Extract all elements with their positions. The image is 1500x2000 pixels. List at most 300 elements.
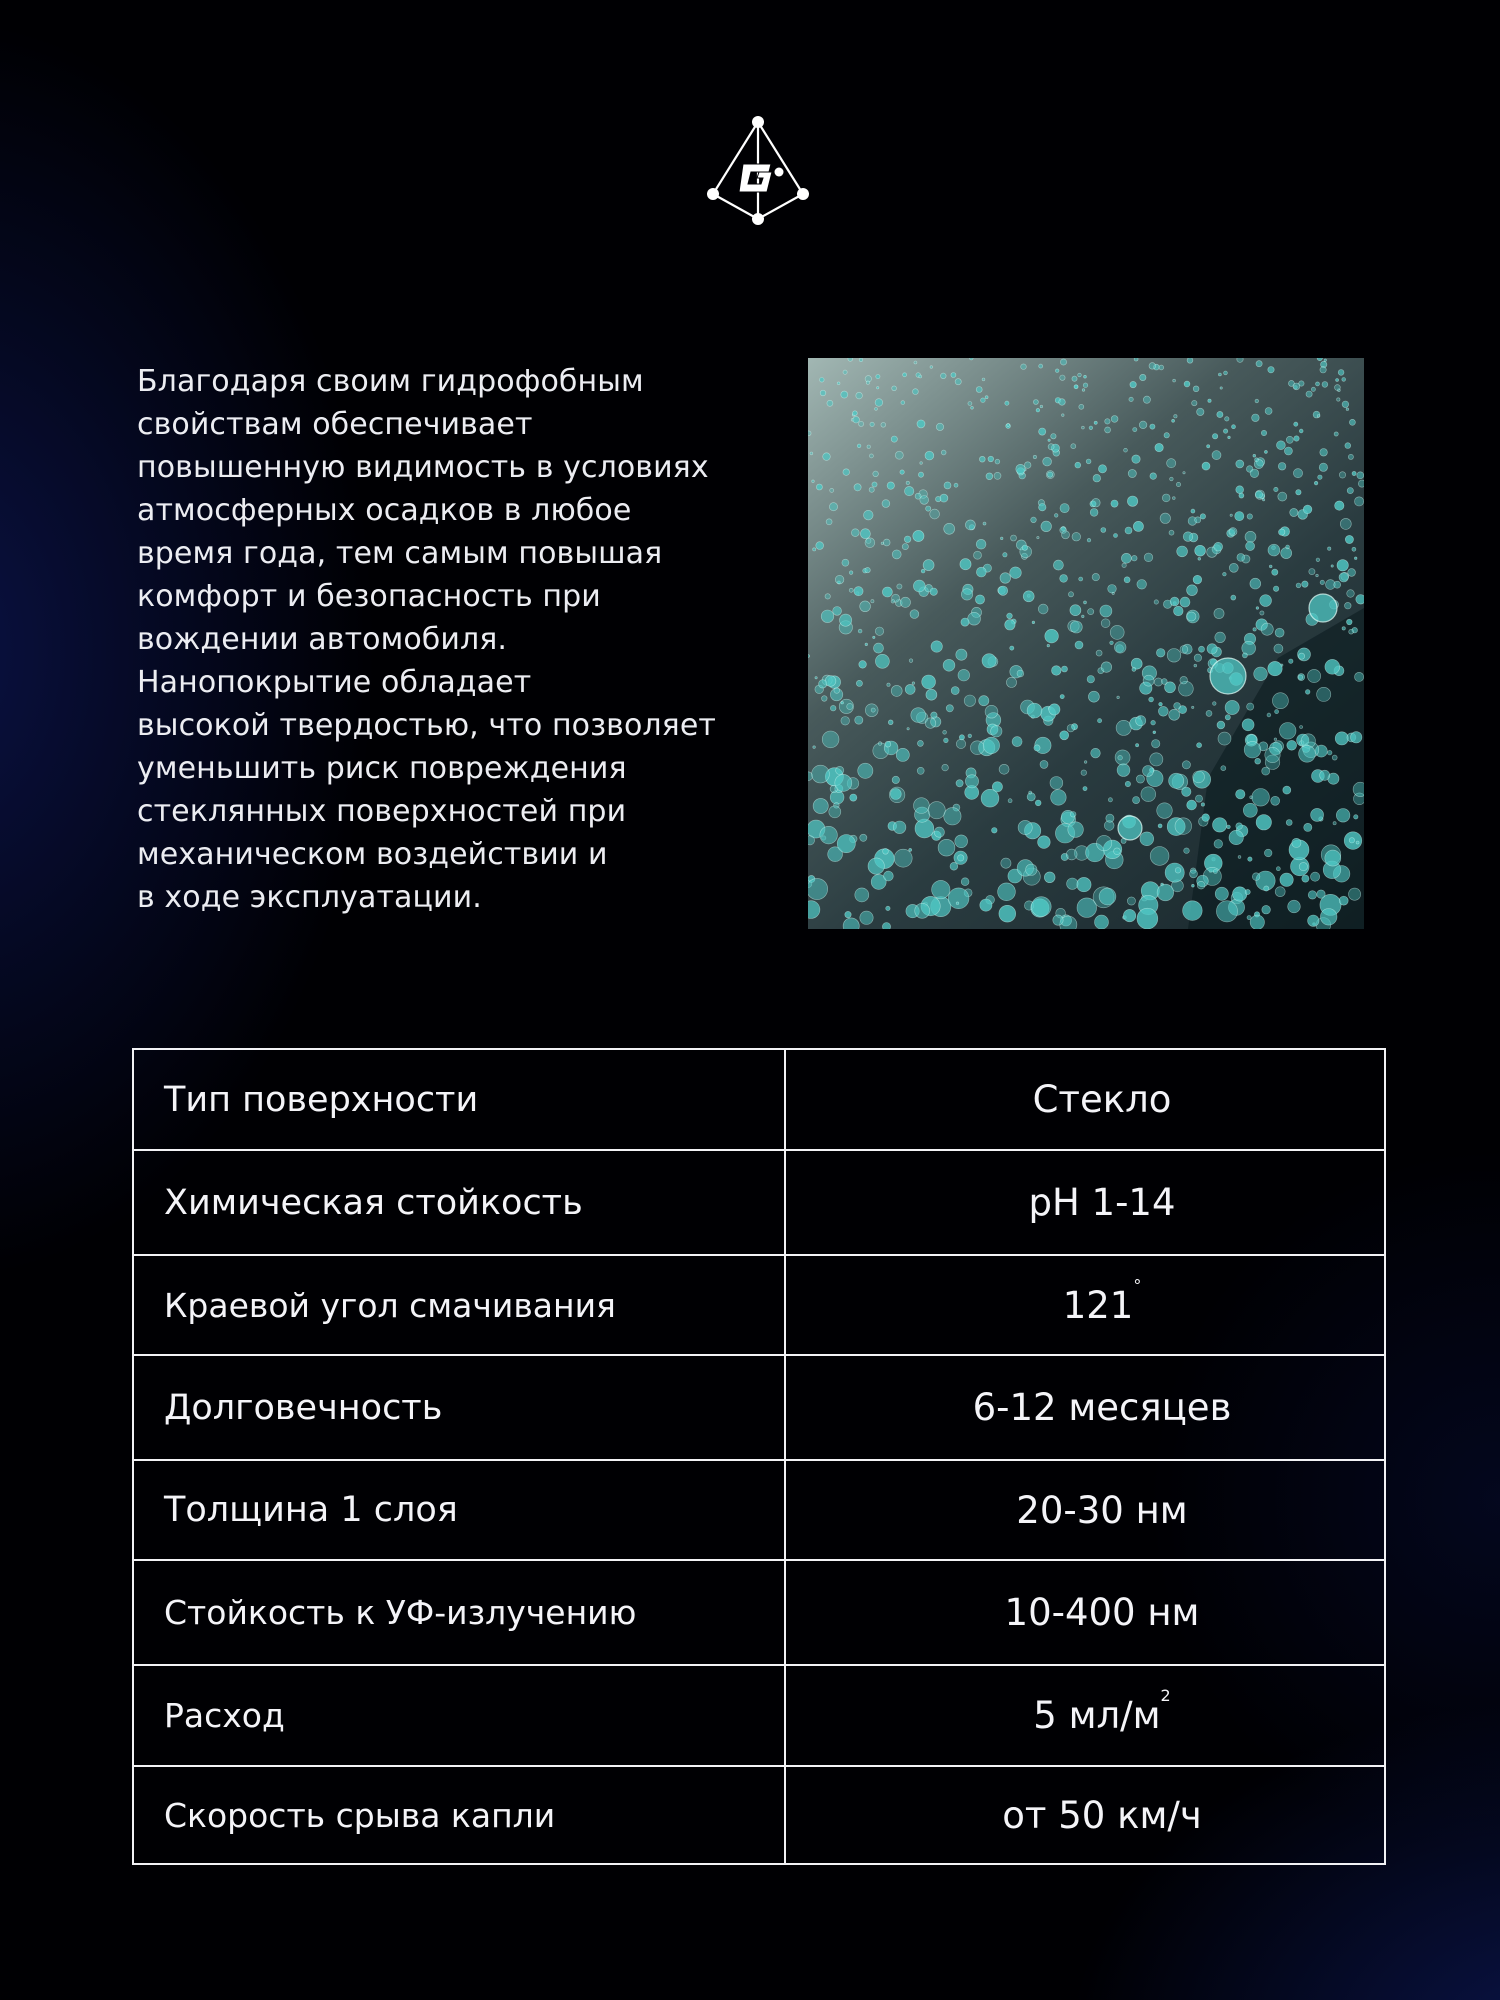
water-droplet	[936, 423, 943, 430]
water-droplet	[1248, 857, 1252, 861]
description-line: повышенную видимость в условиях	[137, 450, 709, 485]
water-droplet	[1275, 887, 1285, 897]
water-droplet	[1039, 428, 1046, 435]
water-droplet	[1137, 908, 1158, 929]
spec-value: Стекло	[785, 1049, 1385, 1150]
water-droplet	[1316, 574, 1319, 577]
water-droplet	[955, 835, 968, 848]
water-droplet	[1352, 471, 1356, 475]
water-droplet	[1032, 621, 1035, 624]
water-droplet	[1043, 457, 1052, 466]
water-droplet	[1127, 496, 1137, 506]
water-droplet	[1162, 494, 1170, 502]
water-droplet	[1247, 514, 1252, 519]
water-droplet	[1247, 703, 1254, 710]
water-droplet	[1216, 901, 1237, 922]
water-droplet	[925, 718, 936, 729]
water-droplet	[835, 774, 852, 791]
water-droplet	[919, 375, 922, 378]
water-droplet	[1132, 455, 1140, 463]
water-droplet	[1245, 531, 1256, 542]
water-droplet	[1293, 469, 1302, 478]
water-droplet	[1192, 706, 1194, 708]
water-droplet	[920, 462, 923, 465]
water-droplet	[1130, 381, 1136, 387]
water-droplet	[1089, 426, 1093, 430]
water-droplet	[1101, 619, 1110, 628]
water-droplet	[1075, 641, 1083, 649]
water-droplet	[850, 794, 857, 801]
water-droplet	[1199, 646, 1205, 652]
water-droplet	[1218, 732, 1231, 745]
water-droplet	[1156, 649, 1165, 658]
water-droplet	[1328, 547, 1331, 550]
water-droplet	[1117, 764, 1130, 777]
water-droplet	[1187, 612, 1196, 621]
water-droplet	[885, 741, 891, 747]
water-droplet	[1320, 770, 1330, 780]
water-droplet	[1060, 504, 1069, 513]
water-droplet	[1296, 490, 1301, 495]
water-droplet	[896, 748, 909, 761]
water-droplet	[1000, 573, 1011, 584]
water-droplet	[1018, 820, 1032, 834]
water-droplet	[970, 358, 974, 360]
water-droplet	[1098, 465, 1106, 473]
brand-logo	[703, 112, 813, 230]
water-droplet	[1239, 493, 1244, 498]
water-droplet	[1207, 445, 1210, 448]
spec-value: 6-12 месяцев	[785, 1355, 1385, 1460]
water-droplet	[1217, 411, 1223, 417]
water-droplet	[1225, 715, 1230, 720]
water-droplet	[875, 399, 883, 407]
water-droplet	[1286, 820, 1292, 826]
water-droplet	[965, 775, 978, 788]
water-droplet	[1158, 824, 1162, 828]
water-droplet	[1246, 542, 1255, 551]
water-droplet	[968, 402, 972, 406]
water-droplet	[892, 776, 899, 783]
water-droplet-large	[1210, 658, 1246, 694]
spec-value	[785, 1665, 1385, 1766]
water-droplet	[1060, 695, 1064, 699]
water-droplet	[1050, 777, 1063, 790]
water-droplet	[1122, 563, 1126, 567]
water-droplet	[1351, 732, 1362, 743]
water-droplet	[1060, 731, 1069, 740]
water-droplet	[911, 708, 926, 723]
water-droplet	[859, 661, 867, 669]
water-droplet	[858, 629, 862, 633]
water-droplet	[1275, 628, 1284, 637]
water-droplet	[1252, 414, 1260, 422]
water-droplet	[1052, 666, 1062, 676]
degree-sign: °	[1133, 1275, 1142, 1295]
water-droplet	[944, 482, 951, 489]
water-droplet	[1320, 909, 1337, 926]
water-droplet	[995, 459, 1000, 464]
water-droplet	[1034, 745, 1040, 751]
water-droplet	[1143, 675, 1154, 686]
water-droplet	[878, 742, 882, 746]
water-droplet	[1012, 737, 1022, 747]
water-droplet	[1051, 434, 1056, 439]
water-droplet	[1072, 532, 1081, 541]
water-droplet	[917, 740, 923, 746]
water-droplet	[1279, 723, 1296, 740]
water-droplet	[1183, 532, 1193, 542]
water-droplet	[1187, 585, 1198, 596]
water-droplet	[1348, 454, 1353, 459]
table-row	[133, 1665, 1385, 1766]
water-droplet	[1316, 382, 1320, 386]
water-droplet	[1005, 620, 1015, 630]
water-droplet	[1340, 518, 1351, 529]
water-droplet	[956, 780, 963, 787]
water-droplet	[881, 542, 884, 545]
water-droplet	[1051, 790, 1067, 806]
water-droplet	[1081, 770, 1087, 776]
water-droplet	[1055, 369, 1059, 373]
water-droplet	[1121, 553, 1131, 563]
water-droplet	[914, 798, 930, 814]
water-droplet	[1245, 889, 1250, 894]
water-droplet	[810, 452, 813, 455]
water-droplet	[1299, 653, 1305, 659]
water-droplet	[1352, 547, 1356, 551]
water-droplet	[1355, 497, 1364, 506]
water-droplet	[860, 601, 871, 612]
water-droplet	[1265, 747, 1280, 762]
water-droplet	[869, 454, 873, 458]
water-droplet	[1193, 771, 1205, 783]
water-droplet	[1337, 398, 1340, 401]
water-droplet	[1187, 800, 1197, 810]
water-droplet	[905, 486, 914, 495]
water-droplet	[1060, 375, 1065, 380]
water-droplet	[983, 737, 999, 753]
water-droplet	[841, 391, 848, 398]
water-droplet	[965, 520, 975, 530]
water-droplet	[1124, 577, 1130, 583]
water-droplet	[1070, 621, 1082, 633]
water-droplet	[1048, 444, 1054, 450]
water-droplet	[932, 880, 950, 898]
water-droplet	[1320, 449, 1328, 457]
water-droplet	[812, 765, 830, 783]
description-line: Нанопокрытие обладает	[137, 665, 532, 700]
water-droplet	[1317, 687, 1331, 701]
water-droplet	[1325, 659, 1340, 674]
water-droplet	[1093, 474, 1101, 482]
water-droplet	[1124, 448, 1128, 452]
water-droplet	[944, 738, 949, 743]
water-droplet	[1022, 545, 1027, 550]
water-droplet	[1039, 504, 1046, 511]
water-droplet	[970, 741, 984, 755]
water-droplet	[915, 903, 930, 918]
water-droplet	[1161, 679, 1167, 685]
spec-value: 20-30 нм	[785, 1460, 1385, 1560]
water-droplet	[1260, 611, 1264, 615]
description-line: механическом воздействии и	[137, 837, 608, 872]
water-droplet	[938, 839, 955, 856]
water-droplet	[864, 510, 874, 520]
water-droplet	[1041, 521, 1052, 532]
water-droplet	[1327, 750, 1332, 755]
water-droplet	[827, 400, 833, 406]
water-droplet	[1358, 480, 1364, 487]
water-droplet	[1143, 396, 1150, 403]
water-droplet	[1218, 373, 1221, 376]
water-droplet	[1082, 426, 1085, 429]
water-droplet	[930, 509, 940, 519]
water-droplet	[1198, 557, 1201, 560]
water-droplet	[1332, 755, 1337, 760]
water-droplet	[892, 386, 897, 391]
water-droplet	[1033, 455, 1036, 458]
water-droplet	[1180, 676, 1188, 684]
water-droplet	[1077, 877, 1091, 891]
water-droplet	[922, 675, 936, 689]
water-droplet	[1355, 672, 1364, 681]
water-droplet	[999, 905, 1016, 922]
water-droplet	[820, 826, 838, 844]
water-droplet	[1236, 486, 1244, 494]
water-droplet	[1127, 897, 1135, 905]
water-droplet	[1164, 433, 1169, 438]
water-droplet	[1151, 720, 1156, 725]
water-droplet	[860, 911, 873, 924]
water-droplet	[1174, 703, 1181, 710]
water-droplet	[1293, 383, 1300, 390]
water-droplet	[1195, 517, 1201, 523]
water-droplet	[1110, 641, 1114, 645]
water-droplet	[1232, 425, 1236, 429]
water-droplet	[1152, 740, 1160, 748]
water-droplet	[837, 382, 840, 385]
water-droplet	[1169, 773, 1184, 788]
water-droplet	[875, 654, 889, 668]
water-droplet	[909, 659, 913, 663]
water-droplet	[921, 569, 925, 573]
spec-param: Краевой угол смачивания	[133, 1255, 785, 1355]
water-droplet	[1214, 542, 1223, 551]
water-droplet	[1175, 868, 1181, 874]
water-droplet	[882, 923, 890, 930]
water-droplet	[858, 763, 873, 778]
water-droplet	[1286, 545, 1290, 549]
water-droplet	[1278, 463, 1286, 471]
water-droplet	[1091, 748, 1101, 758]
water-droplet	[1149, 697, 1154, 702]
water-droplet	[816, 542, 824, 550]
water-droplet	[1347, 619, 1353, 625]
water-droplet	[840, 614, 852, 626]
water-droplet	[1264, 886, 1269, 891]
water-droplet	[1160, 513, 1170, 523]
water-droplet	[881, 422, 886, 427]
water-droplet	[1031, 897, 1051, 917]
water-droplet	[1038, 604, 1048, 614]
water-droplet	[1173, 379, 1176, 382]
water-droplet-large	[1118, 816, 1142, 840]
water-droplet	[976, 567, 986, 577]
water-droplet	[1167, 649, 1181, 663]
water-droplet	[835, 575, 844, 584]
water-droplet	[961, 589, 972, 600]
water-droplet	[936, 496, 941, 501]
water-droplet	[1183, 472, 1185, 474]
water-droplet	[902, 544, 908, 550]
water-droplet	[1082, 615, 1085, 618]
water-droplet	[882, 500, 890, 508]
water-droplet	[1039, 364, 1043, 368]
water-droplet	[941, 450, 946, 455]
water-droplet	[917, 767, 924, 774]
water-droplet	[1274, 487, 1278, 491]
water-droplet	[1108, 798, 1112, 802]
water-droplet	[1215, 632, 1226, 643]
water-droplet	[1068, 822, 1084, 838]
water-droplet	[1123, 909, 1135, 921]
water-droplet	[1264, 849, 1272, 857]
water-droplet	[1190, 870, 1198, 878]
water-droplet	[1250, 469, 1259, 478]
water-droplet	[1084, 601, 1087, 604]
water-droplet	[1067, 878, 1078, 889]
water-droplet	[855, 716, 863, 724]
water-droplet	[1159, 702, 1163, 706]
water-droplet	[1003, 553, 1007, 557]
water-droplet	[1308, 669, 1321, 682]
water-droplet	[981, 789, 999, 807]
table-row	[133, 1460, 1385, 1560]
water-droplet	[979, 696, 989, 706]
water-droplet	[1262, 767, 1270, 775]
water-droplet	[1021, 364, 1027, 370]
water-droplet	[942, 764, 949, 771]
water-droplet	[1272, 569, 1278, 575]
water-droplet	[1086, 459, 1091, 464]
water-droplet	[1202, 462, 1210, 470]
water-droplet	[821, 610, 834, 623]
water-droplet	[931, 712, 937, 718]
water-droplet	[845, 911, 851, 917]
water-droplet	[1311, 808, 1324, 821]
water-droplet	[1309, 569, 1315, 575]
water-droplet	[1070, 812, 1076, 818]
water-droplet	[1133, 521, 1143, 531]
water-droplet	[887, 482, 894, 489]
water-droplet	[829, 806, 841, 818]
water-droplet	[1308, 915, 1319, 926]
water-droplet	[822, 731, 839, 748]
water-droplet	[905, 684, 915, 694]
water-droplet	[1229, 528, 1237, 536]
water-droplet	[1169, 530, 1174, 535]
water-droplet	[906, 481, 909, 484]
water-droplet	[1349, 888, 1361, 900]
water-droplet	[834, 688, 840, 694]
water-droplet	[1290, 508, 1298, 516]
water-droplet	[854, 484, 861, 491]
water-droplet	[985, 396, 988, 399]
water-droplet	[992, 828, 998, 834]
water-droplet	[1139, 421, 1147, 429]
water-droplet	[1170, 597, 1179, 606]
water-droplet	[1095, 915, 1109, 929]
water-droplet	[871, 600, 874, 603]
water-droplet	[1356, 595, 1364, 605]
water-droplet	[1005, 401, 1009, 405]
water-droplet	[979, 456, 985, 462]
water-droplet	[820, 390, 826, 396]
water-droplet	[887, 683, 890, 686]
water-droplet	[1150, 473, 1157, 480]
water-droplet	[1274, 644, 1283, 653]
water-droplet	[1197, 743, 1202, 748]
water-droplet	[1237, 358, 1243, 362]
spec-value	[785, 1255, 1385, 1355]
water-droplet	[1292, 838, 1301, 847]
water-droplet	[954, 483, 958, 487]
water-droplet	[1311, 387, 1315, 391]
water-droplet	[1319, 463, 1327, 471]
water-droplet	[925, 451, 934, 460]
water-droplet	[1336, 379, 1339, 382]
water-droplet	[1348, 569, 1356, 577]
water-droplet	[830, 705, 836, 711]
spec-param: Толщина 1 слоя	[133, 1460, 785, 1560]
water-droplet	[1150, 847, 1169, 866]
water-droplet	[1008, 799, 1012, 803]
water-droplet	[1253, 628, 1256, 631]
water-droplet	[842, 559, 849, 566]
water-droplet	[1273, 586, 1278, 591]
water-droplet	[1213, 702, 1217, 706]
water-droplet	[1261, 623, 1273, 635]
water-droplet	[907, 728, 909, 730]
water-droplet	[1286, 436, 1293, 443]
water-droplet	[1255, 491, 1262, 498]
water-droplet	[1191, 509, 1195, 513]
water-droplet	[1026, 864, 1037, 875]
water-droplet	[976, 387, 982, 393]
water-droplet	[833, 607, 842, 616]
water-droplet	[968, 612, 981, 625]
water-droplet	[1253, 454, 1256, 457]
water-droplet	[1036, 408, 1040, 412]
squared-sign: 2	[1160, 1686, 1171, 1705]
description-line: стеклянных поверхностей при	[137, 794, 627, 829]
water-droplet	[1174, 415, 1177, 418]
spec-param: Расход	[133, 1665, 785, 1766]
water-droplet	[1255, 458, 1259, 462]
water-droplet	[961, 618, 969, 626]
water-droplet	[1299, 862, 1307, 870]
water-droplet	[1044, 872, 1055, 883]
water-droplet	[991, 726, 1002, 737]
water-droplet	[1117, 696, 1120, 699]
water-droplet	[1221, 766, 1226, 771]
water-droplet	[1333, 822, 1336, 825]
description-line: Благодаря своим гидрофобным	[137, 364, 644, 399]
description-line: вождении автомобиля.	[137, 622, 508, 657]
water-droplet	[926, 506, 931, 511]
water-droplet	[981, 398, 986, 403]
